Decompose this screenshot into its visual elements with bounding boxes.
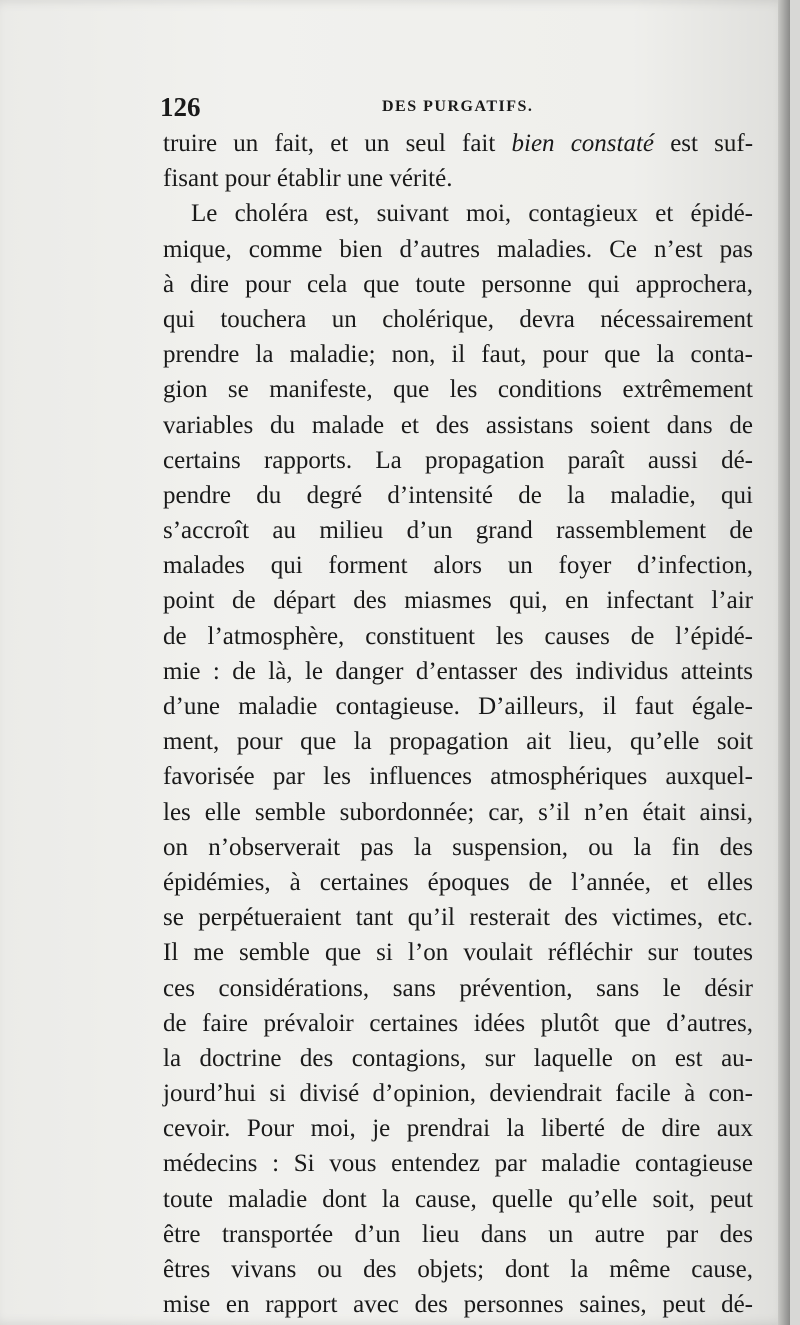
text-line: jourd’hui si divisé d’opinion, deviendrait facile à con-	[163, 1080, 753, 1108]
text-line: médecins : Si vous entendez par maladie contagieuse	[163, 1150, 753, 1178]
running-head: DES PURGATIFS.	[382, 98, 534, 115]
text-line: on n’observerait pas la suspension, ou la fin des	[163, 833, 753, 861]
text-line: épidémies, à certaines époques de l’année, et elles	[163, 868, 753, 896]
text-line: mique, comme bien d’autres maladies. Ce n’est pas	[163, 235, 753, 263]
text-line: de l’atmosphère, constituent les causes de l’épidé-	[163, 622, 753, 650]
text-line: Il me semble que si l’on voulait réfléchir sur toutes	[163, 939, 753, 967]
text-line: malades qui forment alors un foyer d’infection,	[163, 552, 753, 580]
page-header	[160, 92, 750, 122]
text-line: fisant pour établir une vérité.	[163, 165, 453, 193]
text-line: mie : de là, le danger d’entasser des individus atteints	[163, 657, 753, 685]
text-line: prendre la maladie; non, il faut, pour que la conta-	[163, 341, 753, 369]
text-line: de faire prévaloir certaines idées plutôt que d’autres,	[163, 1009, 753, 1037]
page-number: 126	[160, 92, 201, 122]
text-line: point de départ des miasmes qui, en infectant l’air	[163, 587, 753, 615]
text-line: truire un fait, et un seul fait bien constaté est suf-	[163, 130, 754, 157]
body-text	[163, 126, 753, 1322]
text-line: s’accroît au milieu d’un grand rassemblement de	[163, 517, 753, 545]
text-line: variables du malade et des assistans soient dans de	[163, 411, 753, 439]
text-line: qui touchera un cholérique, devra nécessairement	[163, 305, 753, 333]
page-spine-shadow	[778, 0, 790, 1325]
text-line: pendre du degré d’intensité de la maladie, qui	[163, 481, 753, 509]
emphasis: bien constaté	[511, 130, 655, 157]
text-line: ment, pour que la propagation ait lieu, qu’elle soit	[163, 728, 753, 756]
text-line: à dire pour cela que toute personne qui approchera,	[163, 270, 753, 298]
text-line: être transportée d’un lieu dans un autre par des	[163, 1220, 753, 1248]
text-line: gion se manifeste, que les conditions extrêmement	[163, 376, 753, 404]
text-line: toute maladie dont la cause, quelle qu’elle soit, peut	[163, 1185, 753, 1213]
text-line: cevoir. Pour moi, je prendrai la liberté de dire aux	[163, 1115, 753, 1143]
text-line: ces considérations, sans prévention, sans le désir	[163, 974, 753, 1002]
text-line: favorisée par les influences atmosphériques auxquel-	[163, 763, 753, 791]
paragraph-start-line: Le choléra est, suivant moi, contagieux et épidé-	[191, 200, 753, 228]
text-line: se perpétueraient tant qu’il resterait des victimes, etc.	[163, 904, 753, 932]
text-line: d’une maladie contagieuse. D’ailleurs, il faut égale-	[163, 693, 753, 720]
text-line: les elle semble subordonnée; car, s’il n’en était ainsi,	[163, 798, 753, 826]
text-line: certains rapports. La propagation paraît aussi dé-	[163, 446, 753, 474]
text-line: mise en rapport avec des personnes saines, peut dé-	[163, 1291, 753, 1319]
text-line: la doctrine des contagions, sur laquelle on est au-	[163, 1044, 753, 1072]
text-line: êtres vivans ou des objets; dont la même cause,	[163, 1256, 753, 1283]
